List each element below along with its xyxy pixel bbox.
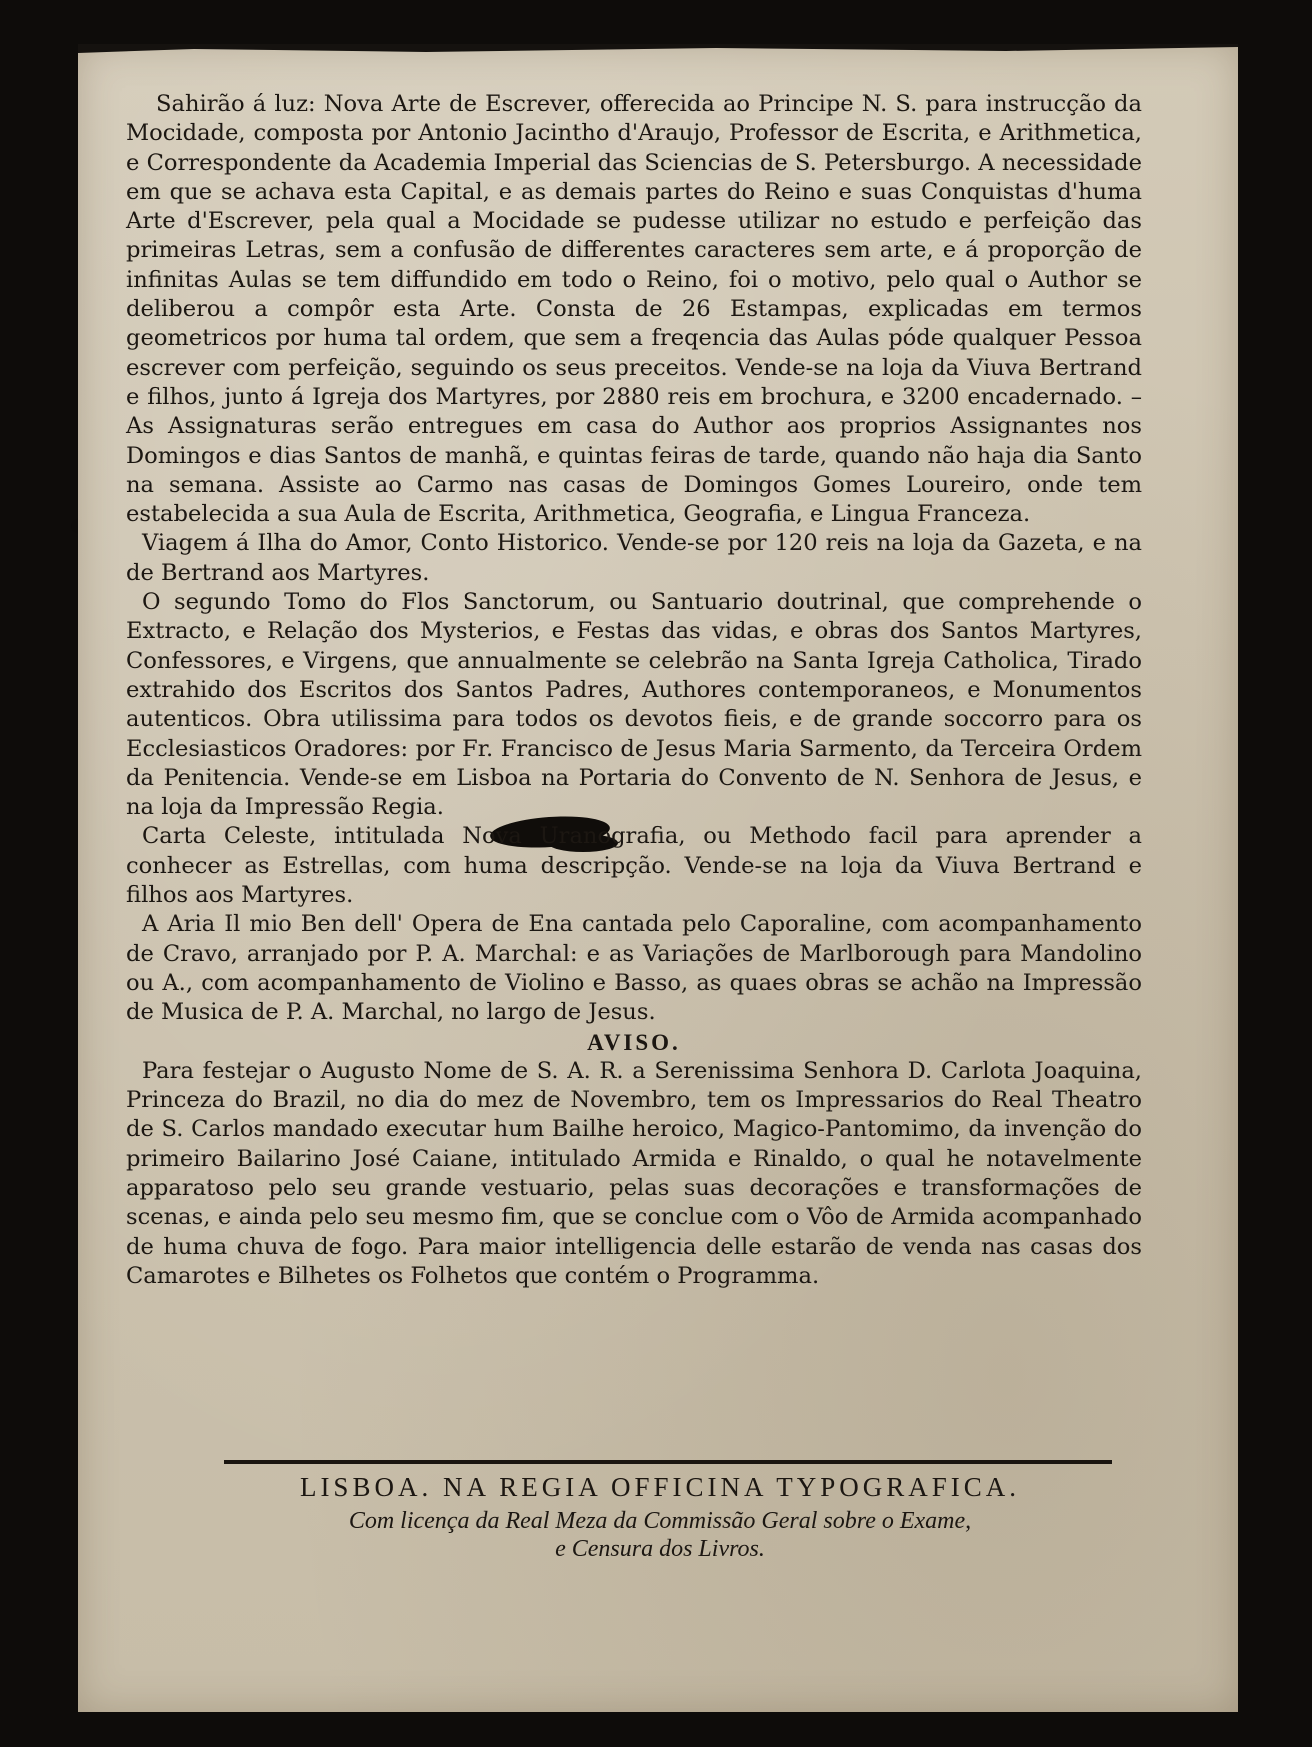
- divider-rule: [224, 1460, 1112, 1464]
- paragraph-aria: A Aria Il mio Ben dell' Opera de Ena cantada pelo Caporaline, com acompanhamento de Cravo, arranjado por P. A. Marchal: e as Variações de Marlborough para Mandolino ou A., com acompanhamento de Violino e Basso, as quaes obras se achão na Impressão de Musica de P. A. Marchal, no largo de Jesus.: [126, 911, 1142, 1026]
- aviso-heading: AVISO.: [587, 1029, 681, 1055]
- paragraph-flos-sanctorum: O segundo Tomo do Flos Sanctorum, ou Santuario doutrinal, que comprehende o Extracto, e Relação dos Mysterios, e Festas das vidas, e obras dos Santos Martyres, Confessores, e Virgens, que annualmente se celebrão na Santa Igreja Catholica, Tirado extrahido dos Escritos dos Santos Padres, Authores contemporaneos, e Monumentos autenticos. Obra utilissima para todos os devotos fieis, e de grande soccorro para os Ecclesiasticos Oradores: por Fr. Francisco de Jesus Maria Sarmento, da Terceira Ordem da Penitencia. Vende-se em Lisboa na Portaria do Convento de N. Senhora de Jesus, e na loja da Impressão Regia.: [126, 589, 1142, 821]
- document-body: [126, 90, 1142, 1291]
- paragraph-aviso: Para festejar o Augusto Nome de S. A. R. a Serenissima Senhora D. Carlota Joaquina, Princeza do Brazil, no dia do mez de Novembro, tem os Impressarios do Real Theatro de S. Carlos mandado executar hum Bailhe heroico, Magico-Pantomimo, da invenção do primeiro Bailarino José Caiane, intitulado Armida e Rinaldo, o qual he notavelmente apparatoso pelo seu grande vestuario, pelas suas decorações e transformações de scenas, e ainda pelo seu mesmo fim, que se conclue com o Vôo de Armida acompanhado de huma chuva de fogo. Para maior intelligencia delle estarão de venda nas casas dos Camarotes e Bilhetes os Folhetos que contém o Programma.: [126, 1057, 1142, 1289]
- paragraph-viagem: Viagem á Ilha do Amor, Conto Historico. Vende-se por 120 reis na loja da Gazeta, e na de Bertrand aos Martyres.: [126, 530, 1142, 586]
- paragraph-carta-celeste: Carta Celeste, intitulada Nova Uranografia, ou Methodo facil para aprender a conhecer as Estrellas, com huma descripção. Vende-se na loja da Viuva Bertrand e filhos aos Martyres.: [126, 823, 1142, 909]
- imprint-license: Com licença da Real Meza da Commissão Geral sobre o Exame,: [348, 1508, 972, 1534]
- imprint-printer: LISBOA. NA REGIA OFFICINA TYPOGRAFICA.: [299, 1472, 1021, 1502]
- paragraph-nova-arte: Sahirão á luz: Nova Arte de Escrever, offerecida ao Principe N. S. para instrucção da Mocidade, composta por Antonio Jacintho d'Araujo, Professor de Escrita, e Arithmetica, e Correspondente da Academia Imperial das Sciencias de S. Petersburgo. A necessidade em que se achava esta Capital, e as demais partes do Reino e suas Conquistas d'huma Arte d'Escrever, pela qual a Mocidade se pudesse utilizar no estudo e perfeição das primeiras Letras, sem a confusão de differentes caracteres sem arte, e á proporção de infinitas Aulas se tem diffundido em todo o Reino, foi o motivo, pelo qual o Author se deliberou a compôr esta Arte. Consta de 26 Estampas, explicadas em termos geometricos por huma tal ordem, que sem a freqencia das Aulas póde qualquer Pessoa escrever com perfeição, seguindo os seus preceitos. Vende-se na loja da Viuva Bertrand e filhos, junto á Igreja dos Martyres, por 2880 reis em brochura, e 3200 encadernado. – As Assignaturas serão entregues em casa do Author aos proprios Assignantes nos Domingos e dias Santos de manhã, e quintas feiras de tarde, quando não haja dia Santo na semana. Assiste ao Carmo nas casas de Domingos Gomes Loureiro, onde tem estabelecida a sua Aula de Escrita, Arithmetica, Geografia, e Lingua Franceza.: [126, 91, 1142, 528]
- imprint-censorship: e Censura dos Livros.: [555, 1536, 765, 1562]
